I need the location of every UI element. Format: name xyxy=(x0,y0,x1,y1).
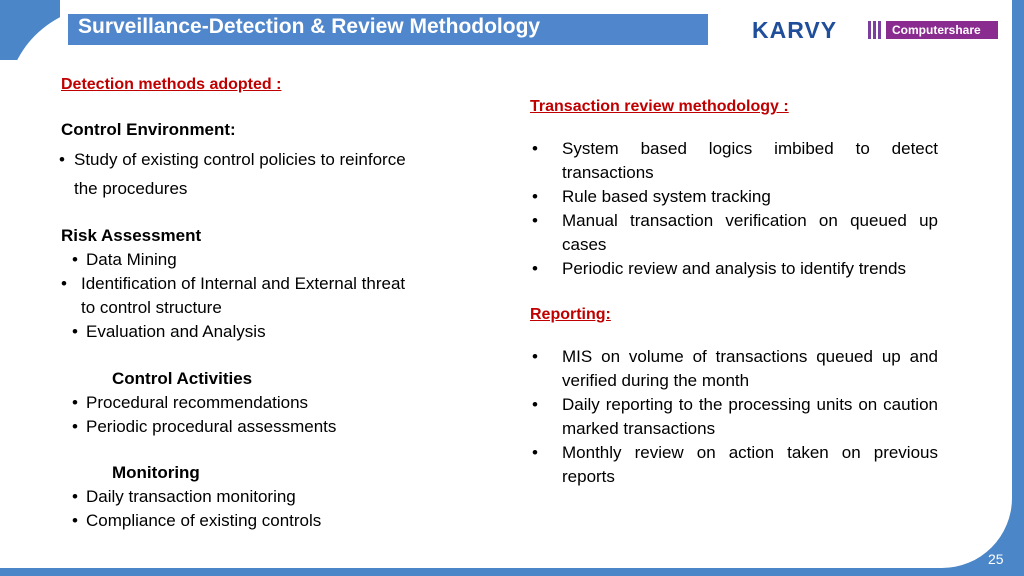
logo-bars-icon xyxy=(868,21,884,39)
karvy-logo-text: KARVY xyxy=(752,17,838,43)
list-item xyxy=(530,185,938,209)
monitoring-item1: Daily transaction monitoring xyxy=(86,487,296,506)
risk-assessment-label: Risk Assessment xyxy=(61,226,202,245)
bullet: • xyxy=(72,322,78,341)
bullet: • xyxy=(532,347,538,366)
control-activities-label: Control Activities xyxy=(112,369,253,388)
monitoring-label: Monitoring xyxy=(112,463,200,482)
title-bar xyxy=(68,14,708,45)
list-item xyxy=(530,257,938,281)
detection-heading: Detection methods adopted : xyxy=(61,76,282,93)
list-item xyxy=(530,345,938,393)
slide-title: Surveillance-Detection & Review Methodology xyxy=(78,15,541,38)
bullet: • xyxy=(532,187,538,206)
bullet: • xyxy=(532,443,538,462)
monitoring-item2: Compliance of existing controls xyxy=(86,511,322,530)
reporting-item-text: MIS on volume of transactions queued up and verified during the month xyxy=(562,347,938,390)
review-item-text: System based logics imbibed to detect transactions xyxy=(562,139,938,182)
bullet: • xyxy=(72,417,78,436)
risk-item-data-mining: Data Mining xyxy=(86,250,177,269)
bullet: • xyxy=(532,259,538,278)
risk-item-identification-line2: to control structure xyxy=(81,298,222,317)
reporting-heading: Reporting: xyxy=(530,306,611,323)
bullet: • xyxy=(72,250,78,269)
bullet: • xyxy=(61,274,67,293)
bullet: • xyxy=(532,211,538,230)
reporting-item-text: Daily reporting to the processing units on caution marked transactions xyxy=(562,395,938,438)
list-item xyxy=(530,209,938,257)
review-item-text: Rule based system tracking xyxy=(562,187,771,206)
risk-item-evaluation: Evaluation and Analysis xyxy=(86,322,266,341)
bullet: • xyxy=(72,487,78,506)
bullet: • xyxy=(59,150,65,169)
review-methodology-column xyxy=(530,98,938,489)
risk-item-identification-line1: Identification of Internal and External threat xyxy=(81,274,406,293)
list-item xyxy=(530,441,938,489)
bullet: • xyxy=(72,511,78,530)
list-item xyxy=(530,393,938,441)
control-environment-label: Control Environment: xyxy=(61,120,236,139)
reporting-list xyxy=(530,345,938,489)
company-logo xyxy=(752,17,1000,45)
review-item-text: Periodic review and analysis to identify trends xyxy=(562,259,906,278)
page-number: 25 xyxy=(988,551,1004,567)
control-activities-item2: Periodic procedural assessments xyxy=(86,417,337,436)
bullet: • xyxy=(532,395,538,414)
review-list xyxy=(530,137,938,281)
bullet: • xyxy=(72,393,78,412)
control-environment-item-line1: Study of existing control policies to reinforce xyxy=(74,150,406,169)
reporting-item-text: Monthly review on action taken on previous reports xyxy=(562,443,938,486)
control-environment-item-line2: the procedures xyxy=(74,179,188,198)
bullet: • xyxy=(532,139,538,158)
review-heading: Transaction review methodology : xyxy=(530,98,789,115)
control-activities-item1: Procedural recommendations xyxy=(86,393,309,412)
review-item-text: Manual transaction verification on queued up cases xyxy=(562,211,938,254)
computershare-logo-text: Computershare xyxy=(886,21,998,39)
list-item xyxy=(530,137,938,185)
